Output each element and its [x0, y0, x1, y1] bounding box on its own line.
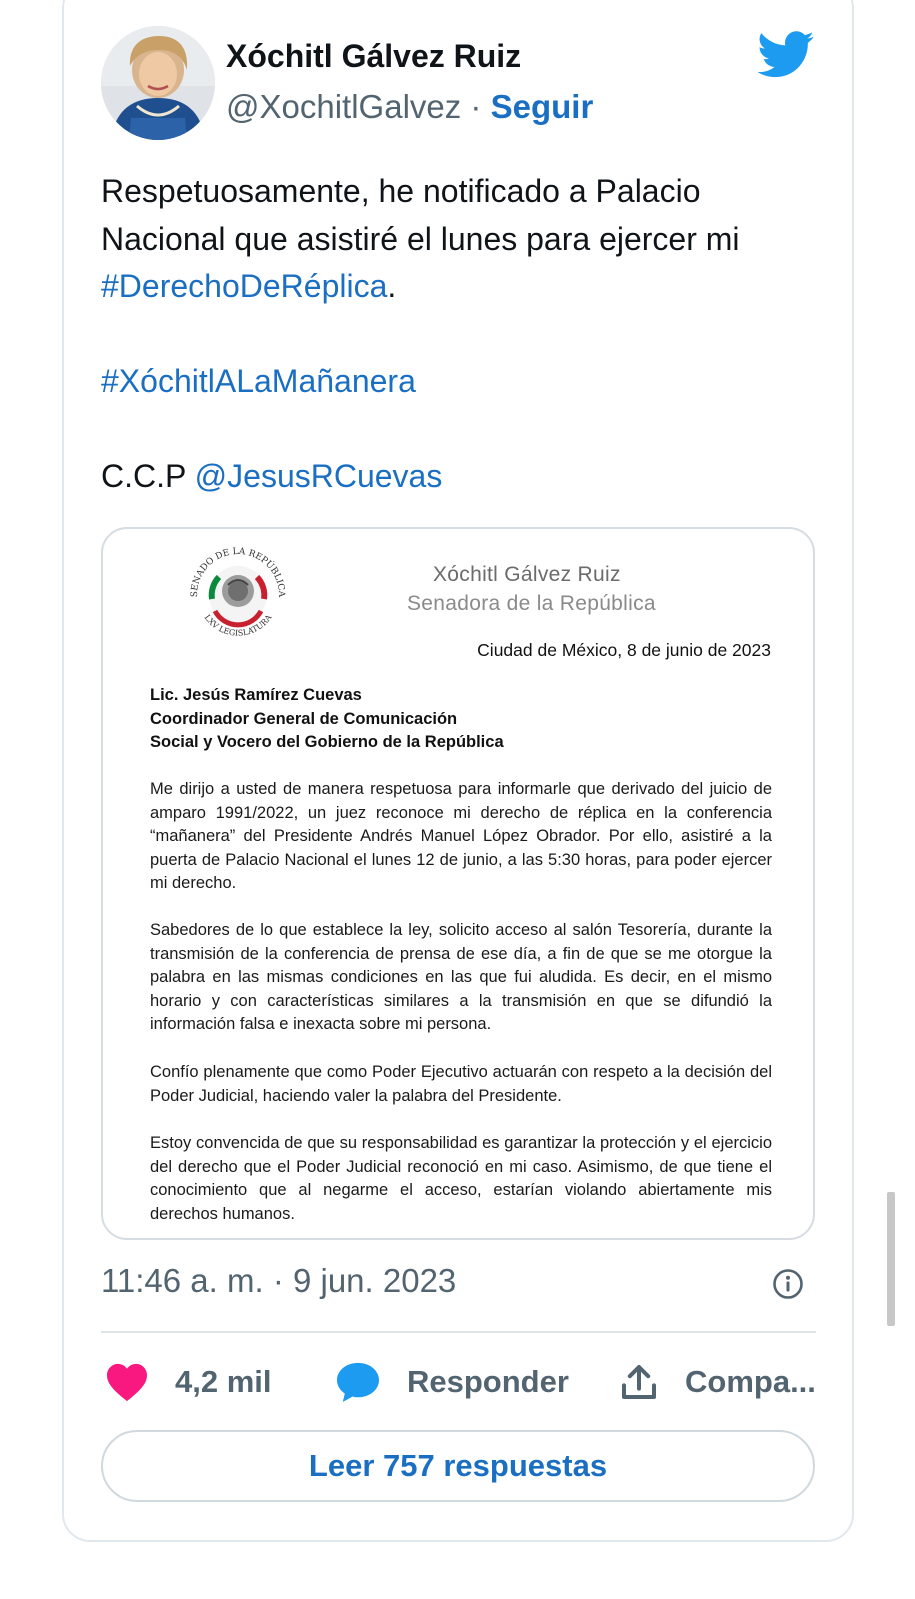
- document-addressee: [150, 684, 504, 755]
- like-count: 4,2 mil: [175, 1364, 272, 1399]
- info-icon[interactable]: [772, 1268, 804, 1300]
- author-handle-row: [226, 88, 593, 126]
- divider: [101, 1331, 816, 1333]
- reply-button[interactable]: [335, 1355, 569, 1409]
- mention-jesusrcuevas[interactable]: @JesusRCuevas: [194, 458, 443, 494]
- share-label: Compa...: [685, 1364, 816, 1399]
- read-replies-button[interactable]: Leer 757 respuestas: [101, 1430, 815, 1502]
- senate-seal-icon: [179, 533, 297, 651]
- follow-button[interactable]: Seguir: [490, 88, 594, 125]
- document-paragraph: Estoy convencida de que su responsabilidad es garantizar la protección y el ejercicio del derecho que el Poder Judicial reconoció en mi caso. Asimismo, de que tiene el conocimiento que al negarme el acceso, estarían violando abiertamente mis derechos humanos.: [150, 1134, 772, 1223]
- like-button[interactable]: [105, 1355, 272, 1409]
- addressee-line: Lic. Jesús Ramírez Cuevas: [150, 686, 362, 704]
- document-date: Ciudad de México, 8 de junio de 2023: [477, 640, 771, 660]
- tweet-actions: [101, 1355, 821, 1409]
- heart-icon: [105, 1362, 149, 1402]
- reply-bubble-icon: [335, 1361, 381, 1403]
- addressee-line: Social y Vocero del Gobierno de la República: [150, 733, 504, 751]
- hashtag-derecho-de-replica[interactable]: #DerechoDeRéplica: [101, 268, 388, 304]
- reply-label: Responder: [407, 1364, 569, 1399]
- avatar[interactable]: [101, 26, 215, 140]
- author-name[interactable]: Xóchitl Gálvez Ruiz: [226, 38, 522, 74]
- share-button[interactable]: [619, 1355, 816, 1409]
- tweet-timestamp[interactable]: 11:46 a. m. · 9 jun. 2023: [101, 1262, 457, 1299]
- tweet-text: [101, 168, 821, 501]
- document-sender-title: Senadora de la República: [407, 592, 656, 615]
- addressee-line: Coordinador General de Comunicación: [150, 709, 458, 728]
- author-handle[interactable]: @XochitlGalvez: [226, 88, 462, 125]
- svg-text:SENADO DE LA REPÚBLICA: SENADO DE LA REPÚBLICA: [189, 546, 287, 598]
- scrollbar[interactable]: [887, 1192, 895, 1326]
- attached-document-image[interactable]: [101, 527, 815, 1240]
- share-icon: [619, 1362, 659, 1402]
- document-paragraph: Confío plenamente que como Poder Ejecutivo actuarán con respeto a la decisión del Poder Judicial, haciendo valer la palabra del Presidente.: [150, 1063, 772, 1105]
- tweet-paragraph-1: Respetuosamente, he notificado a Palacio Nacional que asistiré el lunes para ejercer mi #DerechoDeRéplica.: [101, 173, 740, 304]
- document-paragraph: Sabedores de lo que establece la ley, solicito acceso al salón Tesorería, durante la transmisión de la conferencia de prensa de ese día, a fin de que se me otorgue la palabra en las mismas condiciones en las que fui aludida. Es decir, en el mismo horario y con características similares a la transmisión en que se difundió la información falsa e inexacta sobre mi persona.: [150, 921, 772, 1033]
- hashtag-xochitl-a-la-mananera[interactable]: #XóchitlALaMañanera: [101, 363, 416, 399]
- svg-text:LXV LEGISLATURA: LXV LEGISLATURA: [202, 612, 274, 638]
- document-sender-name: Xóchitl Gálvez Ruiz: [433, 563, 621, 586]
- document-paragraph: Me dirijo a usted de manera respetuosa para informarle que derivado del juicio de amparo 1991/2022, un juez reconoce mi derecho de réplica en la conferencia “mañanera” del Presidente Andrés Manuel López Obrador. Por ello, asistiré a la puerta de Palacio Nacional el lunes 12 de junio, a las 5:30 horas, para poder ejercer mi derecho.: [150, 780, 772, 892]
- twitter-bird-icon[interactable]: [757, 31, 815, 79]
- handle-separator: ·: [461, 88, 491, 125]
- tweet-ccp-line: C.C.P @JesusRCuevas: [101, 458, 443, 494]
